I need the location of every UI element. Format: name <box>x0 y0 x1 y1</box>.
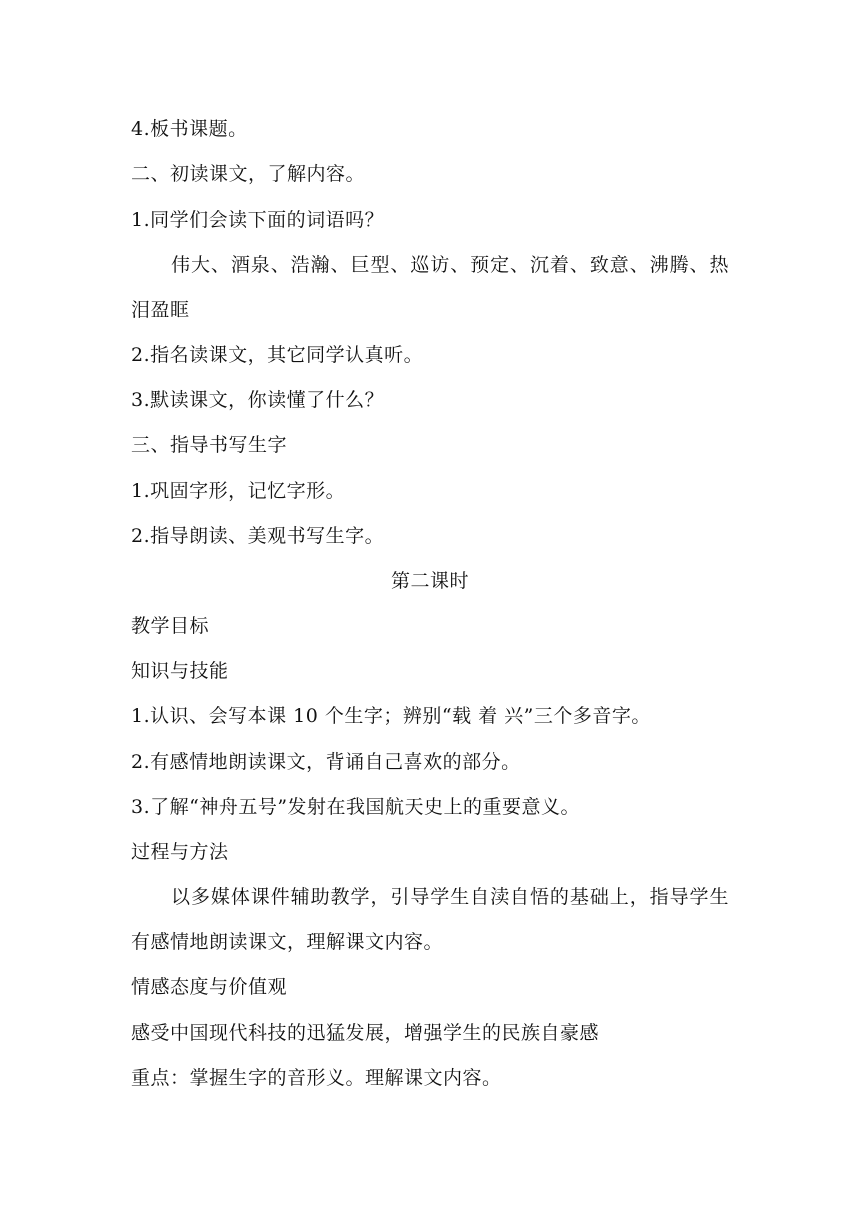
second-lesson-title: 第二课时 <box>390 570 469 592</box>
section-3-heading: 三、指导书写生字 <box>131 434 288 456</box>
vocab-list-line-2: 泪盈眶 <box>131 299 190 321</box>
key-points: 重点：掌握生字的音形义。理解课文内容。 <box>131 1067 502 1089</box>
process-method-heading: 过程与方法 <box>131 841 229 863</box>
step-4-board-title: 4.板书课题。 <box>131 118 248 140</box>
goal-3: 3.了解“神舟五号”发射在我国航天史上的重要意义。 <box>131 796 581 818</box>
goal-2: 2.有感情地朗读课文，背诵自己喜欢的部分。 <box>131 751 521 773</box>
goal-1: 1.认识、会写本课 10 个生字；辨别“载 着 兴”三个多音字。 <box>131 705 651 727</box>
attitude-values-text: 感受中国现代科技的迅猛发展，增强学生的民族自豪感 <box>131 1022 600 1044</box>
step-2-read-aloud: 2.指名读课文，其它同学认真听。 <box>131 344 424 366</box>
step-1-consolidate: 1.巩固字形，记忆字形。 <box>131 480 346 502</box>
teaching-goals-heading: 教学目标 <box>131 615 210 637</box>
step-3-silent-read: 3.默读课文，你读懂了什么？ <box>131 389 385 411</box>
attitude-values-heading: 情感态度与价值观 <box>131 976 288 998</box>
vocab-list-line-1: 伟大、酒泉、浩瀚、巨型、巡访、预定、沉着、致意、沸腾、热 <box>171 254 729 276</box>
step-2-guide-writing: 2.指导朗读、美观书写生字。 <box>131 525 385 547</box>
process-method-line-2: 有感情地朗读课文，理解课文内容。 <box>131 931 444 953</box>
process-method-line-1: 以多媒体课件辅助教学，引导学生自渎自悟的基础上，指导学生 <box>171 886 729 908</box>
vocab-question: 1.同学们会读下面的词语吗？ <box>131 209 385 231</box>
section-2-heading: 二、初读课文，了解内容。 <box>131 163 366 185</box>
knowledge-skills-heading: 知识与技能 <box>131 660 229 682</box>
